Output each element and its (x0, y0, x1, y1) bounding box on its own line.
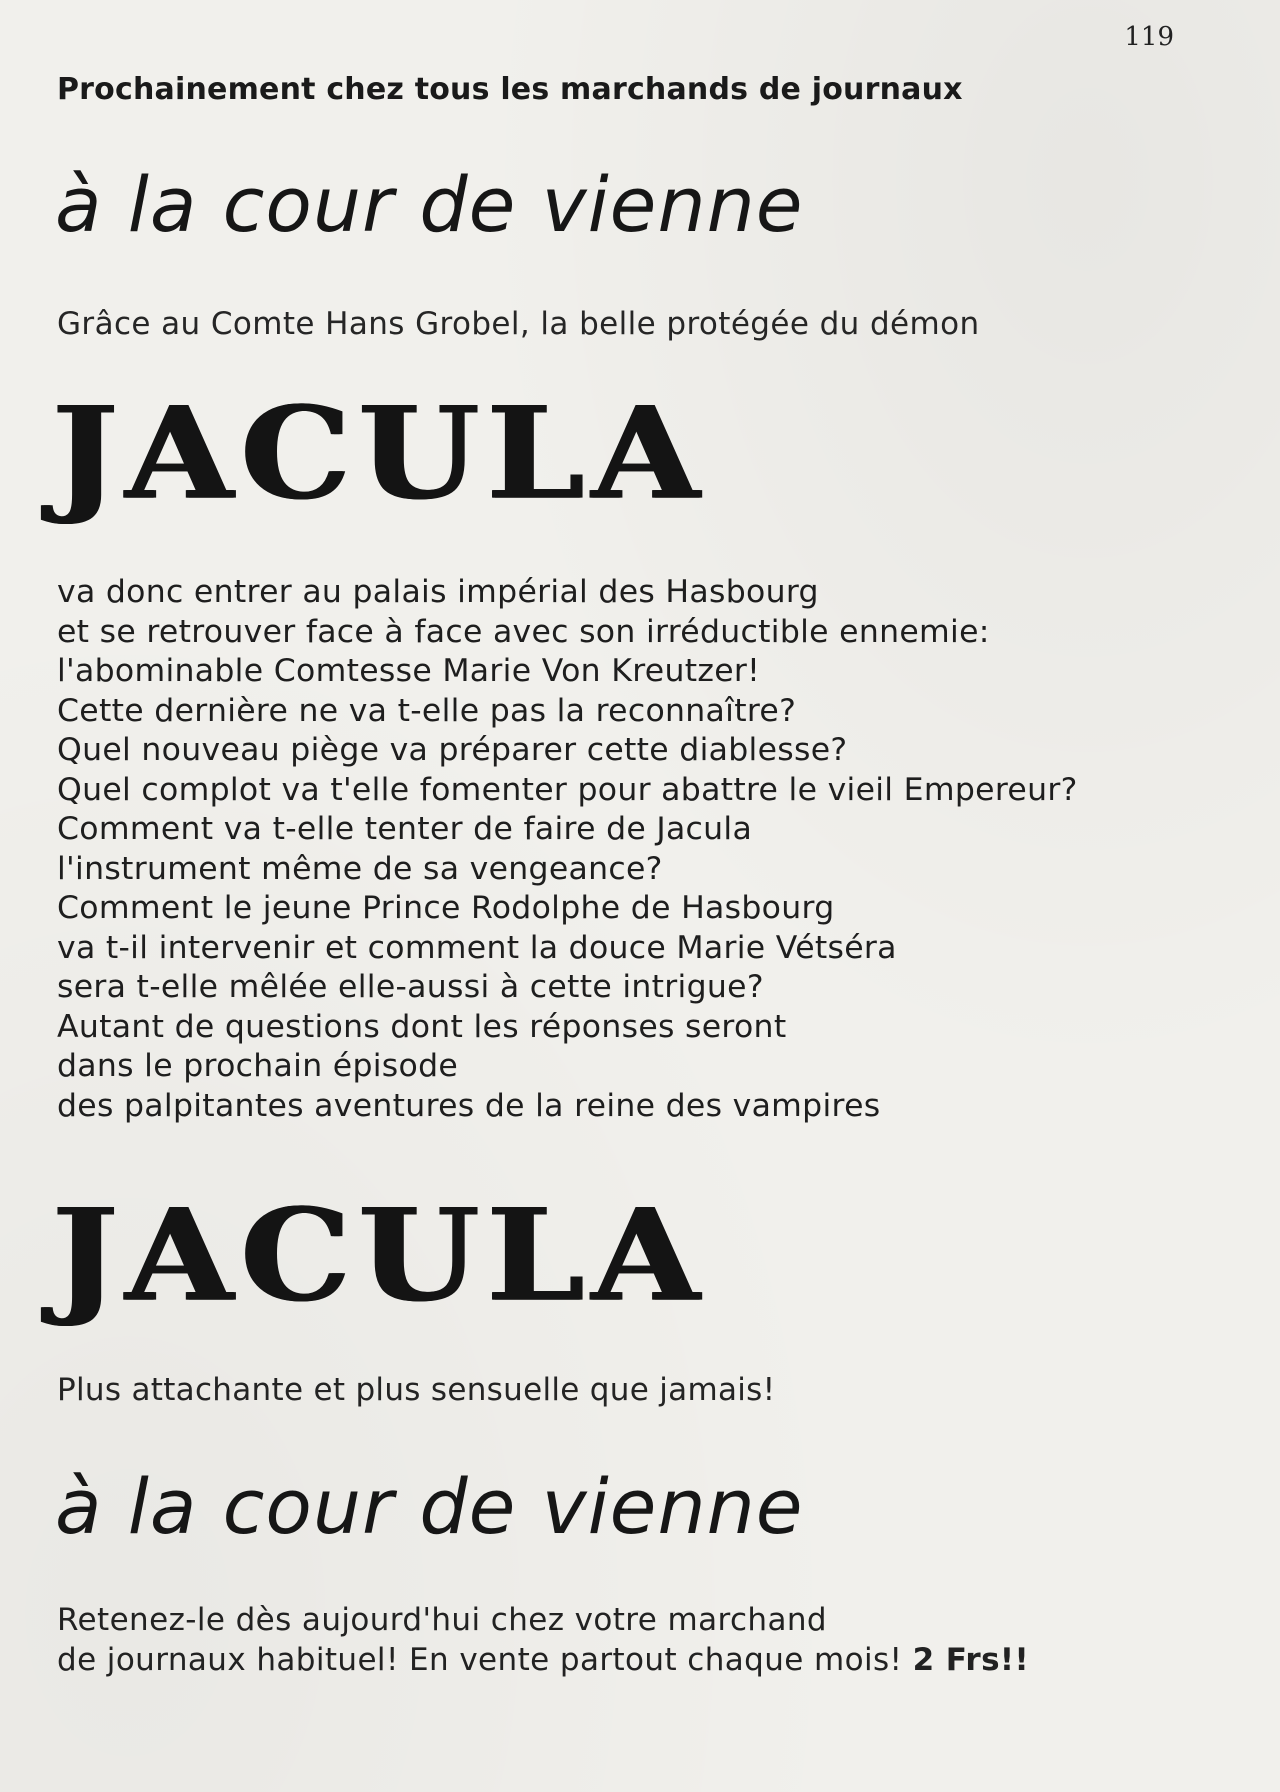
body-line: Autant de questions dont les réponses seront (57, 1008, 787, 1045)
body-line: et se retrouver face à face avec son irréductible ennemie: (57, 613, 990, 650)
kicker-heading: Prochainement chez tous les marchands de journaux (57, 72, 963, 107)
headline-top: à la cour de vienne (55, 160, 804, 249)
body-text (57, 573, 1078, 1126)
headline-bottom: à la cour de vienne (55, 1462, 804, 1551)
body-line: dans le prochain épisode (57, 1048, 459, 1084)
footer-line-2-text: de journaux habituel! En vente partout chaque mois! (57, 1642, 903, 1678)
body-line: Comment le jeune Prince Rodolphe de Hasbourg (57, 890, 835, 926)
body-line: va donc entrer au palais impérial des Hasbourg (57, 574, 819, 610)
jacula-logo-bottom: JACULA (52, 1180, 707, 1330)
tagline: Plus attachante et plus sensuelle que jamais! (57, 1372, 776, 1408)
intro-text: Grâce au Comte Hans Grobel, la belle protégée du démon (57, 306, 980, 342)
body-line: Quel complot va t'elle fomenter pour abattre le vieil Empereur? (57, 771, 1078, 808)
body-line: des palpitantes aventures de la reine des vampires (57, 1087, 881, 1124)
footer-text (57, 1600, 1029, 1680)
body-line: l'abominable Comtesse Marie Von Kreutzer! (57, 653, 761, 689)
page-number: 119 (1124, 22, 1174, 52)
body-line: Quel nouveau piège va préparer cette diablesse? (57, 732, 848, 768)
jacula-logo-top: JACULA (52, 378, 707, 528)
body-line: Cette dernière ne va t-elle pas la reconnaître? (57, 692, 797, 729)
body-line: va t-il intervenir et comment la douce Marie Vétséra (57, 929, 897, 966)
body-line: l'instrument même de sa vengeance? (57, 850, 663, 887)
footer-line-1: Retenez-le dès aujourd'hui chez votre marchand (57, 1602, 827, 1638)
body-line: Comment va t-elle tenter de faire de Jacula (57, 811, 753, 847)
body-line: sera t-elle mêlée elle-aussi à cette intrigue? (57, 969, 764, 1005)
price-label: 2 Frs!! (912, 1642, 1029, 1678)
footer-line-2 (57, 1640, 1029, 1680)
